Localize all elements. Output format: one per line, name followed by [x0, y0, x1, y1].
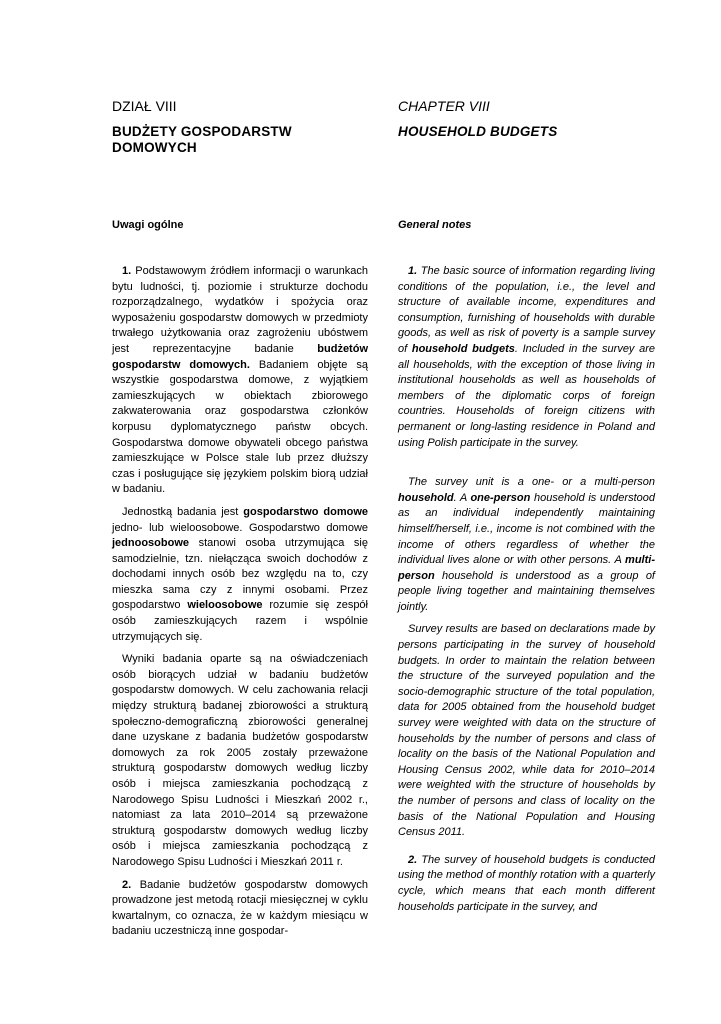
- chapter-title-en: HOUSEHOLD BUDGETS: [398, 124, 558, 139]
- text-run: rozumie się zespół osób zamieszkujących razem i wspólnie utrzymujących się.: [112, 599, 368, 643]
- text-run: household is understood as an individual independently maintaining himself/herself, i.e., income is not combined with the income of others regardless of whether the individual lives alone or with other persons. A: [398, 491, 655, 567]
- chapter-title-pl: [112, 124, 292, 156]
- bold-term: household budgets: [411, 342, 515, 355]
- paragraph-number: 2.: [408, 853, 418, 866]
- text-run: Jednostką badania jest: [122, 505, 244, 518]
- paragraph-en-2: [398, 475, 655, 615]
- paragraph-number: 2.: [122, 878, 132, 891]
- bold-term: household: [398, 491, 454, 504]
- text-run: The basic source of information regarding living conditions of the population, i.e., the level and structure of available income, expenditures and consumption, furnishing of households with durable goods, as well as risk of poverty is a sample survey of: [398, 265, 655, 355]
- text-run: Podstawowym źródłem informacji o warunkach bytu ludności, tj. poziomie i strukturze dochodu rozporządzalnego, wydatków i spożycia oraz wyposażeniu gospodarstw domowych w przedmioty trwałego użytkowania oraz zagrożeniu ubóstwem jest reprezentacyjne badanie: [112, 265, 368, 355]
- chapter-title-pl-line2: DOMOWYCH: [112, 140, 197, 155]
- chapter-title-pl-line1: BUDŻETY GOSPODARSTW: [112, 124, 292, 139]
- bold-term: budżetów gospodarstw domowych.: [112, 342, 368, 371]
- section-heading-en: General notes: [398, 219, 472, 231]
- bold-term: jednoosobowe: [112, 537, 189, 550]
- text-run: Badanie budżetów gospodarstw domowych prowadzone jest metodą rotacji miesięcznej w cyklu kwartalnym, co oznacza, że w każdym miesiącu w badaniu uczestniczą inne gospodar-: [112, 878, 368, 938]
- section-heading-pl: Uwagi ogólne: [112, 219, 184, 231]
- paragraph-en-3: Survey results are based on declarations made by persons participating in the survey of household budgets. In order to maintain the relation between the structure of the surveyed population and the socio-demographic structure of the total population, data for 2005 obtained from the household budget survey were weighted with data on the structure of households by the number of persons and class of locality on the basis of the National Population and Housing Census 2002, while data for 2010–2014 were weighted with the structure of households by the number of persons and class of locality on the basis of the National Population and Housing Census 2011.: [398, 623, 655, 839]
- paragraph-en-4: [398, 853, 655, 915]
- paragraph-en-1: [398, 264, 655, 451]
- text-run: jedno- lub wieloosobowe. Gospodarstwo domowe: [112, 521, 368, 534]
- text-run: The survey of household budgets is conducted using the method of monthly rotation with a quarterly cycle, which means that each month different households participate in the survey, and: [398, 853, 655, 913]
- paragraph-pl-2: [112, 505, 368, 645]
- bold-term: gospodarstwo domowe: [243, 505, 368, 518]
- paragraph-pl-3: Wyniki badania oparte są na oświadczeniach osób biorących udział w badaniu budżetów gospodarstw domowych. W celu zachowania relacji między strukturą badanej zbiorowości a strukturą społeczno-demograficzną zbiorowości generalnej dane uzyskane z badania budżetów gospodarstw domowych za rok 2005 zostały przeważone strukturą gospodarstw domowych według liczby osób i miejsca zamieszkania pochodzącą z Narodowego Spisu Ludności i Mieszkań 2002 r., natomiast za lata 2010–2014 są przeważone strukturą gospodarstw domowych według liczby osób i miejsca zamieszkania pochodzącą z Narodowego Spisu Ludności i Mieszkań 2011 r.: [112, 653, 368, 868]
- bold-term: multi-person: [398, 554, 655, 582]
- text-run: stanowi osoba utrzymująca się samodzielnie, tzn. niełącząca swoich dochodów z dochodami innych osób bez względu na to, czy mieszka sama czy z innymi osobami. Przez gospodarstwo: [112, 537, 368, 612]
- bold-term: wieloosobowe: [187, 599, 263, 612]
- paragraph-pl-4: [112, 878, 368, 940]
- bold-term: one-person: [470, 491, 531, 504]
- chapter-heading-en: CHAPTER VIII: [398, 98, 490, 114]
- text-run: . Included in the survey are all households, with the exception of those living in institutional households as well as households of members of the diplomatic corps of foreign countries. Households of foreign citizens with permanent or long-lasting residence in Poland and using Polish participate in the survey.: [398, 342, 655, 449]
- text-run: household is understood as a group of people living together and maintaining themselves jointly.: [398, 569, 655, 613]
- paragraph-pl-1: [112, 264, 368, 498]
- text-run: The survey unit is a one- or a multi-person: [408, 476, 655, 489]
- chapter-heading-pl: DZIAŁ VIII: [112, 98, 177, 114]
- body-text-en: [398, 264, 655, 922]
- paragraph-number: 1.: [408, 265, 418, 277]
- text-run: . A: [453, 491, 471, 504]
- text-run: Badaniem objęte są wszystkie gospodarstwa domowe, z wyjątkiem zamieszkujących w obiektach zbiorowego zakwaterowania oraz gospodarstwa członków korpusu dyplomatycznego państw obcych. Gospodarstwa domowe obywateli obcego państwa zamieszkujące w Polsce stale lub przez dłuższy czas i posługujące się językiem polskim biorą udział w badaniu.: [112, 358, 368, 496]
- paragraph-number: 1.: [122, 265, 132, 277]
- body-text-pl: [112, 264, 368, 947]
